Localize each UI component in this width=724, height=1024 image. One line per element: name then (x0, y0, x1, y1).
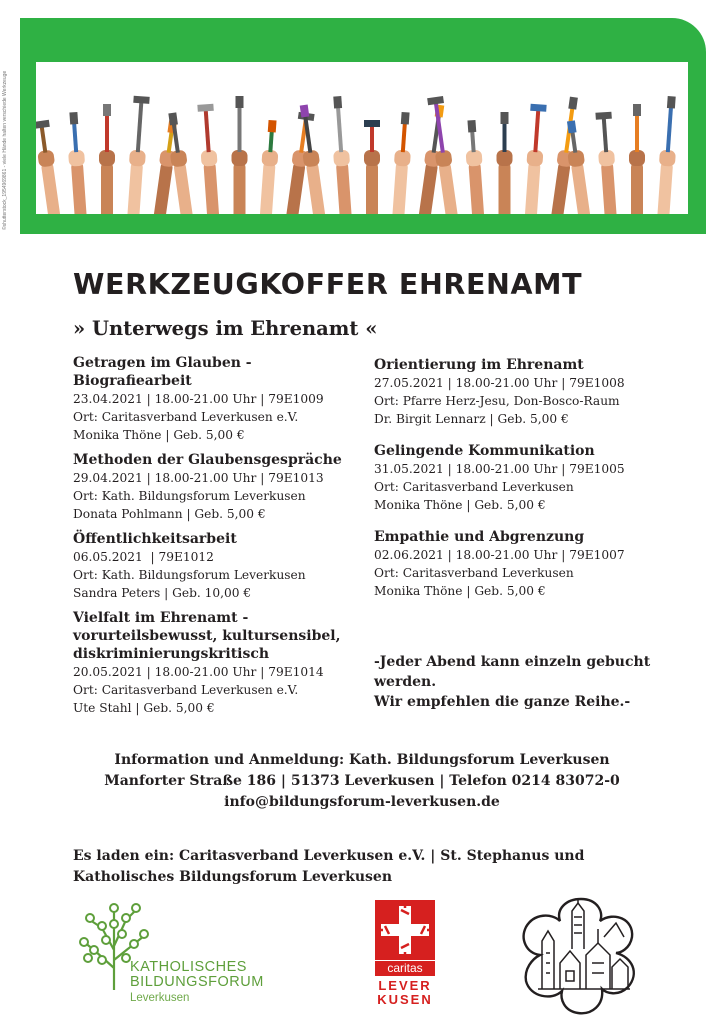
event-title: Empathie und Abgrenzung (374, 529, 585, 545)
info-address: Manforter Straße 186 | 51373 Leverkusen | Telefon 0214 83072-0 (104, 773, 620, 789)
event-location: Ort: Caritasverband Leverkusen (374, 480, 574, 494)
notice-line: werden. (374, 674, 437, 690)
event-item (374, 356, 674, 428)
event-title: Öffentlichkeitsarbeit (73, 531, 237, 547)
event-item (374, 442, 674, 514)
event-speaker-fee: Monika Thöne | Geb. 5,00 € (73, 428, 245, 442)
kbf-wordmark: KATHOLISCHES BILDUNGSFORUM Leverkusen (130, 959, 264, 1004)
event-location: Ort: Caritasverband Leverkusen (374, 566, 574, 580)
raised-arm-with-tool (595, 112, 619, 214)
event-item (73, 451, 373, 523)
page-title: WERKZEUGKOFFER EHRENAMT (73, 268, 583, 301)
event-date: 20.05.2021 | 18.00-21.00 Uhr | 79E1014 (73, 665, 324, 679)
raised-arm-with-tool (463, 120, 486, 214)
event-date: 06.05.2021 | 79E1012 (73, 550, 214, 564)
event-date: 02.06.2021 | 18.00-21.00 Uhr | 79E1007 (374, 548, 625, 562)
raised-arm-with-tool (364, 120, 380, 214)
event-speaker-fee: Ute Stahl | Geb. 5,00 € (73, 701, 215, 715)
raised-arm-with-tool (522, 104, 546, 214)
event-date: 27.05.2021 | 18.00-21.00 Uhr | 79E1008 (374, 376, 625, 390)
event-title: Methoden der Glaubensgespräche (73, 452, 342, 468)
notice-line: -Jeder Abend kann einzeln gebucht (374, 654, 651, 670)
raised-arm-with-tool (390, 112, 414, 214)
raised-arm-with-tool (65, 112, 89, 214)
event-date: 29.04.2021 | 18.00-21.00 Uhr | 79E1013 (73, 471, 324, 485)
event-speaker-fee: Sandra Peters | Geb. 10,00 € (73, 586, 252, 600)
banner-image-area (36, 62, 688, 214)
event-location: Ort: Kath. Bildungsforum Leverkusen (73, 489, 306, 503)
hands-with-tools-illustration (36, 62, 688, 214)
event-speaker-fee: Dr. Birgit Lennarz | Geb. 5,00 € (374, 412, 569, 426)
event-item (73, 609, 373, 717)
raised-arm-with-tool (197, 104, 221, 214)
event-speaker-fee: Monika Thöne | Geb. 5,00 € (374, 498, 546, 512)
event-item (73, 530, 373, 602)
photo-credit: ©shutterstock_1954969861 - viele Hände halten verschiede Werkzeuge (2, 70, 8, 230)
event-item (374, 528, 674, 600)
churches-flower-icon (516, 893, 646, 1018)
raised-arm-with-tool (257, 120, 280, 214)
event-date: 23.04.2021 | 18.00-21.00 Uhr | 79E1009 (73, 392, 324, 406)
kbf-logo (76, 898, 296, 1008)
caritas-word: caritas (375, 961, 435, 976)
header-banner (20, 18, 706, 234)
caritas-city: LEVER KUSEN (377, 978, 433, 1007)
invite-line: Katholisches Bildungsforum Leverkusen (73, 869, 393, 885)
notice-line: Wir empfehlen die ganze Reihe.- (374, 694, 631, 710)
event-location: Ort: Kath. Bildungsforum Leverkusen (73, 568, 306, 582)
invitation-text (73, 846, 584, 888)
raised-arm-with-tool (232, 96, 248, 214)
events-column-right (374, 356, 674, 600)
caritas-logo (375, 900, 435, 1008)
event-speaker-fee: Donata Pohlmann | Geb. 5,00 € (73, 507, 266, 521)
event-item (73, 354, 373, 444)
event-speaker-fee: Monika Thöne | Geb. 5,00 € (374, 584, 546, 598)
event-title-line-3: diskriminierungskritisch (73, 646, 270, 662)
event-location: Ort: Caritasverband Leverkusen e.V. (73, 683, 299, 697)
caritas-cross-icon (375, 900, 435, 960)
event-title-line-2: vorurteilsbewusst, kultursensibel, (73, 628, 341, 644)
booking-notice (374, 652, 650, 712)
raised-arm-with-tool (629, 104, 645, 214)
raised-arm-with-tool (497, 112, 513, 214)
raised-arm-with-tool (655, 96, 680, 214)
event-title: Vielfalt im Ehrenamt - (73, 610, 249, 626)
info-line: Information und Anmeldung: Kath. Bildungsforum Leverkusen (114, 752, 610, 768)
invite-line: Es laden ein: Caritasverband Leverkusen e.V. | St. Stephanus und (73, 848, 585, 864)
raised-arm-with-tool (125, 96, 150, 214)
event-location: Ort: Pfarre Herz-Jesu, Don-Bosco-Raum (374, 394, 620, 408)
st-stephanus-logo (516, 893, 646, 1018)
raised-arm-with-tool (36, 120, 63, 214)
events-column-left (73, 354, 373, 717)
event-title: Gelingende Kommunikation (374, 443, 595, 459)
event-date: 31.05.2021 | 18.00-21.00 Uhr | 79E1005 (374, 462, 625, 476)
raised-arm-with-tool (329, 96, 354, 214)
event-title: Orientierung im Ehrenamt (374, 357, 584, 373)
raised-arm-with-tool (99, 104, 115, 214)
registration-info (0, 750, 724, 813)
event-title: Getragen im Glauben - Biografiearbeit (73, 355, 252, 389)
info-email: info@bildungsforum-leverkusen.de (224, 794, 500, 810)
page-subtitle: » Unterwegs im Ehrenamt « (73, 317, 378, 340)
event-location: Ort: Caritasverband Leverkusen e.V. (73, 410, 299, 424)
